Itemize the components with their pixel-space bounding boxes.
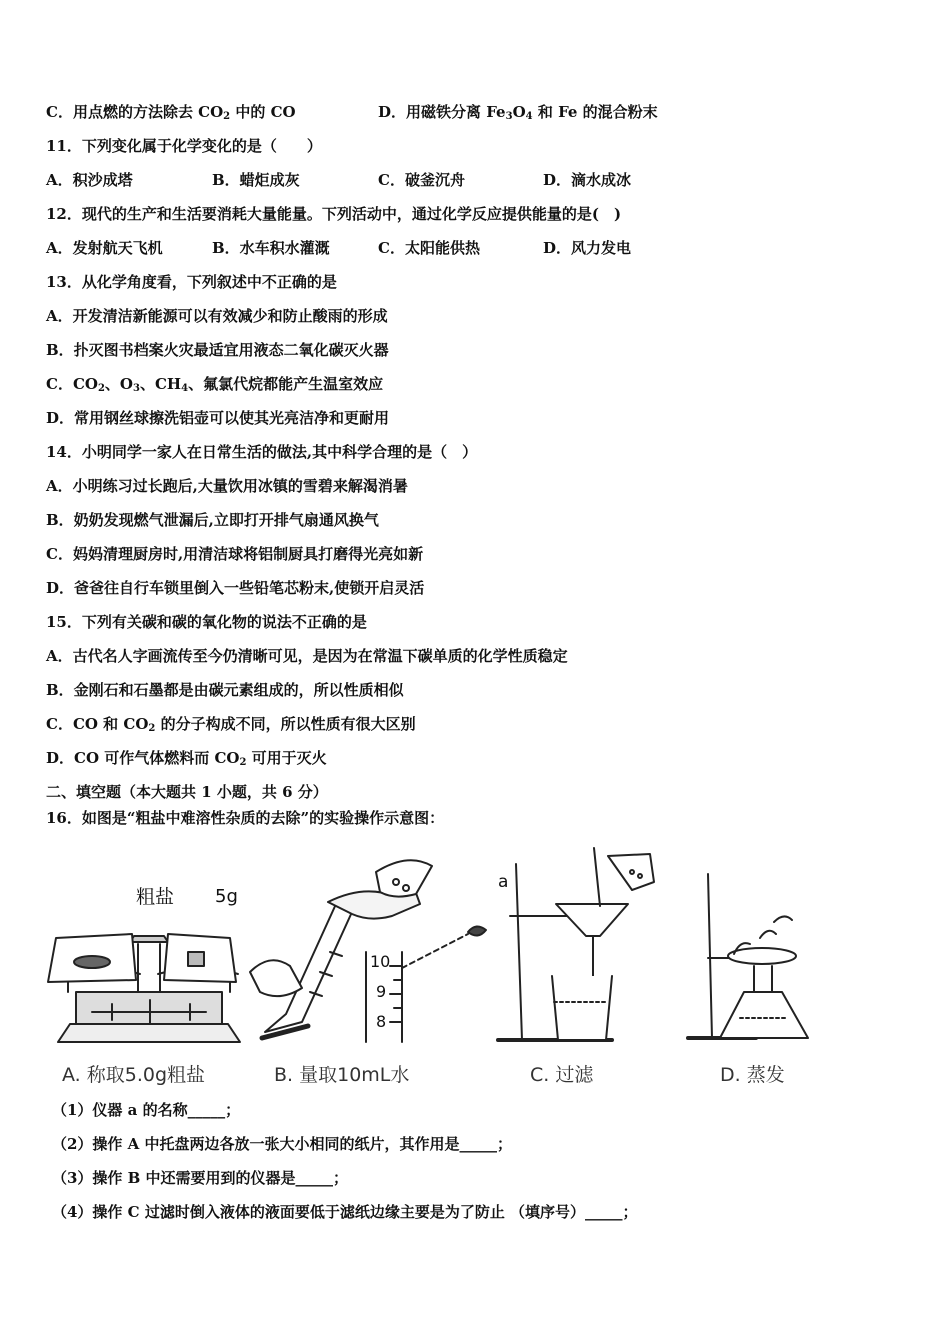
q13-option-c: C．$CO_2$、$O_3$、$CH_4$、氟氯代烷都能产生温室效应 xyxy=(46,375,384,394)
q15-option-a: A．古代名人字画流传至今仍清晰可见，是因为在常温下碳单质的化学性质稳定 xyxy=(46,647,568,665)
q14-option-c: C．妈妈清理厨房时,用清洁球将铝制厨具打磨得光亮如新 xyxy=(46,545,424,563)
q12-option-a: A．发射航天飞机 xyxy=(46,239,163,257)
q10-option-d: D．用磁铁分离 $Fe_3O_4$ 和 Fe 的混合粉末 xyxy=(378,103,658,122)
q15-option-c: C．CO 和 $CO_2$ 的分子构成不同，所以性质有很大区别 xyxy=(46,715,416,734)
q12-option-b: B．水车积水灌溉 xyxy=(212,239,330,257)
filtration-illustration xyxy=(498,848,654,1040)
label-weight: 5g xyxy=(215,886,238,907)
q16-stem: 16．如图是“粗盐中难溶性杂质的去除”的实验操作示意图： xyxy=(46,809,445,827)
q16-sub4: （4）操作 C 过滤时倒入液体的液面要低于滤纸边缘主要是为了防止 （填序号）_____； xyxy=(52,1203,638,1221)
q14-option-d: D．爸爸往自行车锁里倒入一些铅笔芯粉末,使锁开启灵活 xyxy=(46,579,425,597)
q11-option-b: B．蜡炬成灰 xyxy=(212,171,300,189)
evaporation-illustration xyxy=(688,874,808,1038)
section-heading: 二、填空题（本大题共 1 小题，共 6 分） xyxy=(46,783,328,801)
tick-10: 10 xyxy=(370,952,391,971)
q14-stem: 14．小明同学一家人在日常生活的做法,其中科学合理的是（ ） xyxy=(46,443,478,461)
q13-stem: 13．从化学角度看，下列叙述中不正确的是 xyxy=(46,273,337,291)
tick-8: 8 xyxy=(376,1012,387,1031)
balance-illustration xyxy=(48,934,240,1042)
experiment-illustration xyxy=(40,842,820,1092)
q14-option-b: B．奶奶发现燃气泄漏后,立即打开排气扇通风换气 xyxy=(46,511,379,529)
q11-option-a: A．积沙成塔 xyxy=(46,171,133,189)
label-crude-salt: 粗盐 xyxy=(136,886,175,908)
q10-option-c: C．用点燃的方法除去 $CO_2$ 中的 CO xyxy=(46,103,296,122)
q12-option-d: D．风力发电 xyxy=(543,239,632,257)
q13-option-a: A．开发清洁新能源可以有效减少和防止酸雨的形成 xyxy=(46,307,388,325)
tick-9: 9 xyxy=(376,982,387,1001)
q16-sub2: （2）操作 A 中托盘两边各放一张大小相同的纸片，其作用是_____； xyxy=(52,1135,513,1153)
label-instrument-a: a xyxy=(498,872,509,892)
q12-option-c: C．太阳能供热 xyxy=(378,239,480,257)
caption-a: A. 称取5.0g粗盐 xyxy=(62,1064,206,1086)
q16-sub3: （3）操作 B 中还需要用到的仪器是_____； xyxy=(52,1169,349,1187)
q11-stem: 11．下列变化属于化学变化的是（ ） xyxy=(46,137,322,155)
q13-option-b: B．扑灭图书档案火灾最适宜用液态二氧化碳灭火器 xyxy=(46,341,389,359)
caption-c: C. 过滤 xyxy=(530,1064,594,1086)
q13-option-d: D．常用钢丝球擦洗铝壶可以使其光亮洁净和更耐用 xyxy=(46,409,390,427)
q15-stem: 15．下列有关碳和碳的氧化物的说法不正确的是 xyxy=(46,613,367,631)
q14-option-a: A．小明练习过长跑后,大量饮用冰镇的雪碧来解渴消暑 xyxy=(46,477,408,495)
q11-option-c: C．破釜沉舟 xyxy=(378,171,465,189)
q12-stem: 12．现代的生产和生活要消耗大量能量。下列活动中，通过化学反应提供能量的是( ) xyxy=(46,205,622,223)
cylinder-illustration xyxy=(250,860,486,1042)
caption-b: B. 量取10mL水 xyxy=(274,1064,410,1086)
q11-option-d: D．滴水成冰 xyxy=(543,171,632,189)
q16-sub1: （1）仪器 a 的名称_____； xyxy=(52,1101,241,1119)
experiment-figure xyxy=(40,842,820,1092)
caption-d: D. 蒸发 xyxy=(720,1064,785,1086)
q15-option-d: D．CO 可作气体燃料而 $CO_2$ 可用于灭火 xyxy=(46,749,327,768)
q15-option-b: B．金刚石和石墨都是由碳元素组成的，所以性质相似 xyxy=(46,681,404,699)
